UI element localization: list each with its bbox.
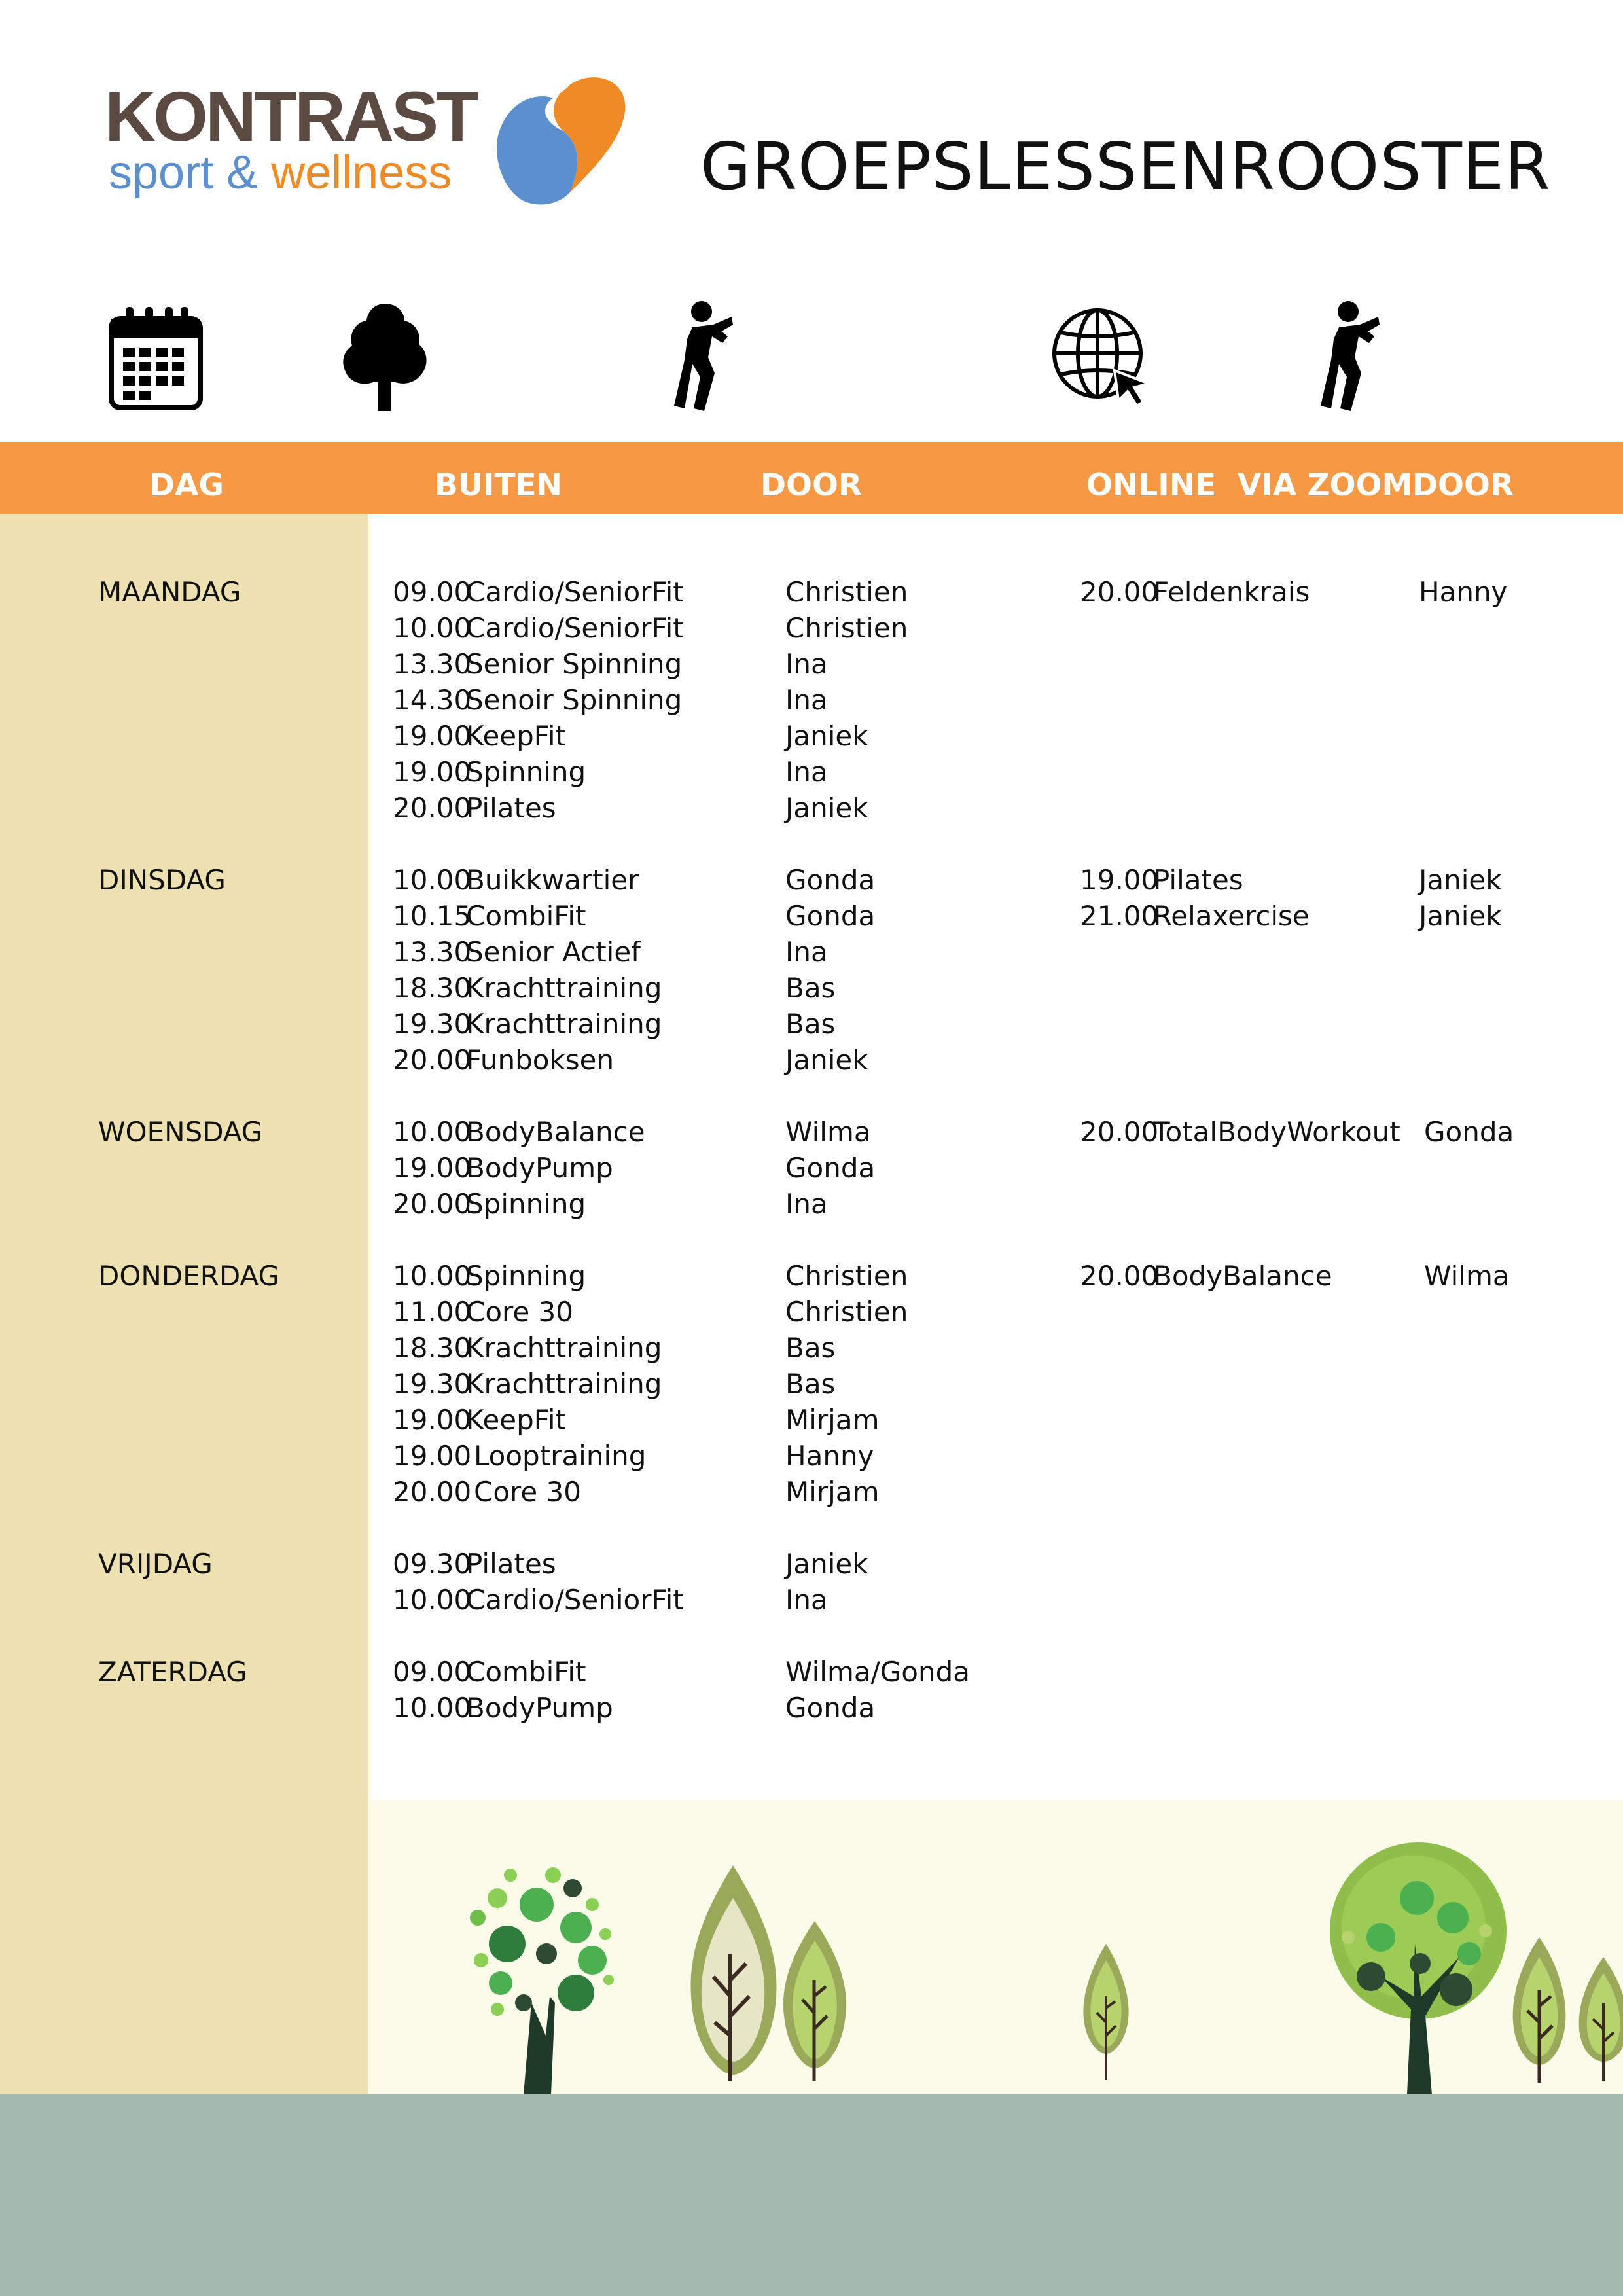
class-trainer: Gonda — [785, 900, 876, 932]
day-label: DONDERDAG — [98, 1260, 280, 1292]
class-name: Senior Actief — [466, 936, 641, 968]
class-trainer: Ina — [785, 684, 828, 716]
class-time: 09.00 — [393, 576, 472, 608]
class-time: 19.00 — [393, 720, 472, 752]
class-name: KeepFit — [466, 720, 567, 752]
class-time: 19.00 — [393, 756, 472, 788]
brand-sub-sport: sport & — [109, 147, 259, 199]
class-trainer: Bas — [785, 1008, 836, 1040]
class-name: CombiFit — [466, 900, 586, 932]
tree-icon — [783, 1921, 846, 2081]
online-trainer: Janiek — [1419, 864, 1502, 896]
tree-icon — [340, 301, 429, 411]
class-trainer: Bas — [785, 1332, 836, 1364]
class-trainer: Christien — [785, 612, 908, 644]
tree-icon — [1513, 1937, 1566, 2083]
brand-name: KONTRAST — [105, 77, 476, 156]
online-time: 20.00 — [1080, 1260, 1159, 1292]
class-trainer: Mirjam — [785, 1476, 880, 1508]
class-name: Krachttraining — [466, 1008, 662, 1040]
class-trainer: Mirjam — [785, 1404, 880, 1436]
class-name: BodyPump — [466, 1692, 613, 1724]
class-time: 13.30 — [393, 936, 472, 968]
class-time: 10.00 — [393, 864, 472, 896]
class-time: 13.30 — [393, 648, 472, 680]
class-trainer: Wilma/Gonda — [785, 1656, 971, 1688]
tree-icon — [470, 1867, 614, 2094]
online-trainer: Wilma — [1424, 1260, 1510, 1292]
class-name: Spinning — [466, 1260, 586, 1292]
tree-icon — [1579, 1957, 1623, 2081]
online-trainer: Janiek — [1419, 900, 1502, 932]
class-trainer: Bas — [785, 1368, 836, 1400]
class-name: KeepFit — [466, 1404, 567, 1436]
day-label: MAANDAG — [98, 576, 241, 608]
class-time: 20.00 — [393, 1476, 472, 1508]
class-trainer: Janiek — [785, 1044, 868, 1076]
class-name: Cardio/SeniorFit — [466, 612, 684, 644]
class-name: Senoir Spinning — [466, 684, 683, 716]
online-trainer: Gonda — [1424, 1116, 1514, 1148]
runner-icon — [1314, 300, 1380, 411]
tree-icon — [1330, 1842, 1507, 2094]
class-time: 10.00 — [393, 1116, 472, 1148]
header-buiten: BUITEN — [435, 467, 562, 503]
class-name: Cardio/SeniorFit — [466, 576, 684, 608]
class-name: Cardio/SeniorFit — [466, 1584, 684, 1616]
heart-logo-icon — [471, 72, 628, 209]
class-trainer: Ina — [785, 756, 828, 788]
class-name: Looptraining — [474, 1440, 647, 1472]
class-time: 19.00 — [393, 1404, 472, 1436]
online-class-name: TotalBodyWorkout — [1153, 1116, 1400, 1148]
class-trainer: Janiek — [785, 792, 868, 824]
class-time: 10.00 — [393, 1584, 472, 1616]
class-time: 10.15 — [393, 900, 472, 932]
class-name: Pilates — [466, 1548, 556, 1580]
class-name: BodyBalance — [466, 1116, 645, 1148]
class-name: Core 30 — [466, 1296, 574, 1328]
class-name: Spinning — [466, 1188, 586, 1220]
class-name: Krachttraining — [466, 1368, 662, 1400]
class-trainer: Christien — [785, 1296, 908, 1328]
header-door: DOOR — [760, 467, 863, 503]
class-name: Funboksen — [466, 1044, 615, 1076]
class-time: 10.00 — [393, 1260, 472, 1292]
class-trainer: Christien — [785, 1260, 908, 1292]
online-class-name: BodyBalance — [1153, 1260, 1332, 1292]
runner-icon — [668, 300, 733, 411]
header-door-online: DOOR — [1412, 467, 1514, 503]
brand-subtitle — [109, 147, 452, 199]
class-trainer: Wilma — [785, 1116, 871, 1148]
class-time: 20.00 — [393, 1188, 472, 1220]
class-trainer: Ina — [785, 648, 828, 680]
class-time: 09.00 — [393, 1656, 472, 1688]
class-time: 10.00 — [393, 1692, 472, 1724]
class-time: 19.30 — [393, 1368, 472, 1400]
tree-icon — [690, 1865, 776, 2081]
online-class-name: Pilates — [1153, 864, 1243, 896]
tree-icon — [1083, 1944, 1128, 2080]
class-time: 19.30 — [393, 1008, 472, 1040]
day-label: WOENSDAG — [98, 1116, 263, 1148]
brand-sub-wellness: wellness — [271, 147, 452, 199]
header-online: ONLINE VIA ZOOM — [1086, 467, 1413, 503]
class-name: Krachttraining — [466, 972, 662, 1004]
online-time: 19.00 — [1080, 864, 1159, 896]
class-trainer: Gonda — [785, 1692, 876, 1724]
class-trainer: Ina — [785, 936, 828, 968]
class-time: 20.00 — [393, 1044, 472, 1076]
class-trainer: Janiek — [785, 720, 868, 752]
class-trainer: Gonda — [785, 864, 876, 896]
online-class-name: Feldenkrais — [1153, 576, 1310, 608]
class-trainer: Hanny — [785, 1440, 874, 1472]
online-class-name: Relaxercise — [1153, 900, 1310, 932]
class-time: 18.30 — [393, 972, 472, 1004]
brand-logo — [105, 72, 628, 209]
day-label: DINSDAG — [98, 864, 226, 896]
online-time: 20.00 — [1080, 1116, 1159, 1148]
online-time: 20.00 — [1080, 576, 1159, 608]
class-name: Spinning — [466, 756, 586, 788]
class-trainer: Bas — [785, 972, 836, 1004]
day-label: ZATERDAG — [98, 1656, 247, 1688]
trees-illustration — [0, 1800, 1623, 2094]
header-dag: DAG — [149, 467, 224, 503]
class-name: BodyPump — [466, 1152, 613, 1184]
class-name: Core 30 — [474, 1476, 582, 1508]
class-trainer: Gonda — [785, 1152, 876, 1184]
class-name: Buikkwartier — [466, 864, 639, 896]
class-time: 14.30 — [393, 684, 472, 716]
ground-band — [0, 2094, 1623, 2296]
day-label: VRIJDAG — [98, 1548, 213, 1580]
class-trainer: Janiek — [785, 1548, 868, 1580]
class-time: 20.00 — [393, 792, 472, 824]
globe-cursor-icon — [1050, 306, 1150, 406]
class-time: 19.00 — [393, 1152, 472, 1184]
class-time: 19.00 — [393, 1440, 472, 1472]
class-name: Pilates — [466, 792, 556, 824]
page-title: GROEPSLESSENROOSTER — [700, 128, 1551, 205]
online-trainer: Hanny — [1419, 576, 1508, 608]
class-trainer: Ina — [785, 1188, 828, 1220]
class-trainer: Christien — [785, 576, 908, 608]
online-time: 21.00 — [1080, 900, 1159, 932]
schedule-header — [0, 442, 1623, 514]
class-time: 18.30 — [393, 1332, 472, 1364]
class-trainer: Ina — [785, 1584, 828, 1616]
class-time: 11.00 — [393, 1296, 472, 1328]
calendar-icon — [109, 304, 203, 410]
class-time: 09.30 — [393, 1548, 472, 1580]
class-time: 10.00 — [393, 612, 472, 644]
class-name: Krachttraining — [466, 1332, 662, 1364]
class-name: Senior Spinning — [466, 648, 683, 680]
class-name: CombiFit — [466, 1656, 586, 1688]
